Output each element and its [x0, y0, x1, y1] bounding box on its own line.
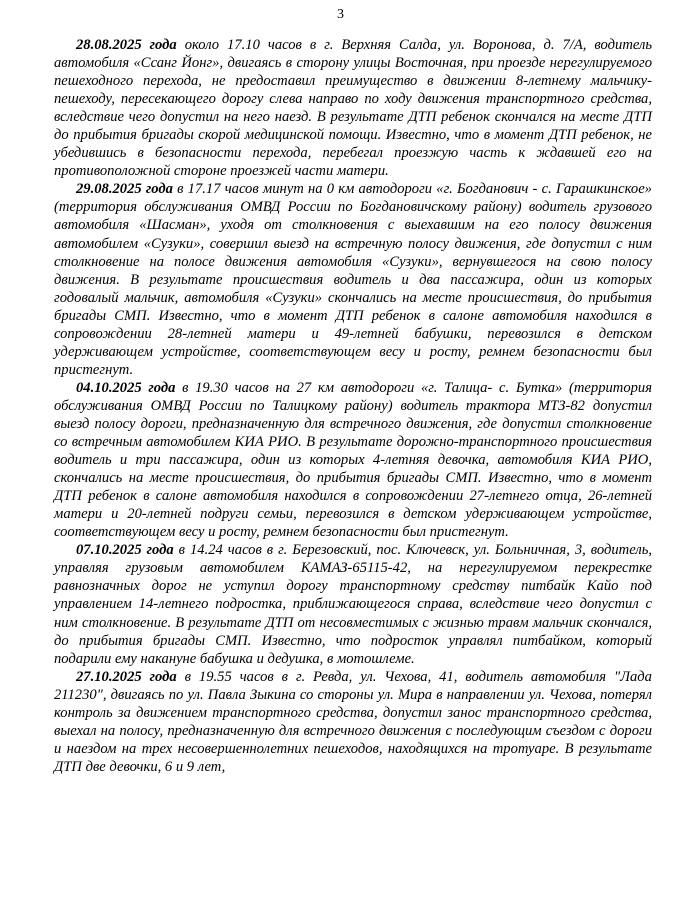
- incident-text: около 17.10 часов в г. Верхняя Салда, ул. Воронова, д. 7/А, водитель автомобиля «Ссанг Йонг», двигаясь в сторону улицы Восточная, при проезде нерегулируемого пешеходного перехода, не предоставил преимущество в движении 8-летнему мальчику-пешеходу, пересекающего дорогу слева направо по ходу движения транспортного средства, вследствие чего допустил на него наезд. В результате ДТП ребенок скончался на месте ДТП до прибытия бригады скорой медицинской помощи. Известно, что в момент ДТП ребенок, не убедившись в безопасности перехода, перебегал проезжую часть к ждавшей его на противоположной стороне проезжей части матери.: [54, 37, 652, 180]
- paragraph-incident-5: [54, 668, 652, 776]
- document-body: [54, 36, 652, 776]
- incident-text: в 19.30 часов на 27 км автодороги «г. Талица- с. Бутка» (территория обслуживания ОМВД России по Талицкому району) водитель трактора МТЗ-82 допустил выезд полосу дороги, предназначенную для встречного движения, где допустил столкновение со встречным автомобилем КИА РИО. В результате дорожно-транспортного происшествия водитель и три пассажира, один из которых 4-летняя девочка, автомобиля КИА РИО, скончались на месте происшествия, до прибытия бригады СМП. Известно, что в момент ДТП ребенок в салоне автомобиля находился в сопровождении 27-летнего отца, 26-летней матери и 20-летней подруги семьи, перевозился в детском удерживающем устройстве, соответствующем весу и росту, ремнем безопасности был пристегнут.: [54, 379, 652, 541]
- incident-date: 27.10.2025 года: [76, 668, 177, 685]
- incident-date: 07.10.2025 года: [76, 542, 174, 559]
- incident-date: 28.08.2025 года: [76, 37, 177, 53]
- paragraph-incident-4: [54, 541, 652, 667]
- page-number: 3: [337, 7, 344, 22]
- paragraph-incident-2: [54, 180, 652, 379]
- incident-text: в 17.17 часов минут на 0 км автодороги «г. Богданович - с. Гарашкинское» (территория обслуживания ОМВД России по Богдановичскому району) водитель грузового автомобиля «Шасман», уходя от столкновения с выехавшим на его полосу движения автомобилем «Сузуки», совершил выезд на встречную полосу движения, где допустил с ним столкновение на полосе движения автомобиля «Сузуки», вернувшегося на свою полосу движения. В результате происшествия водитель и два пассажира, один из которых годовалый мальчик, автомобиля «Сузуки» скончались на месте происшествия, до прибытия бригады СМП. Известно, что в момент ДТП ребенок в салоне автомобиля находился в сопровождении 28-летней матери и 49-летней бабушки, перевозился в детском удерживающем устройстве, соответствующем весу и росту, ремнем безопасности был пристегнут.: [54, 181, 652, 378]
- incident-text: в 19.55 часов в г. Ревда, ул. Чехова, 41, водитель автомобиля "Лада 211230", двигаясь по ул. Павла Зыкина со стороны ул. Мира в направлении ул. Чехова, потерял контроль за движением транспортного средства, допустил занос транспортного средства, выехал на полосу, предназначенную для встречного движения с последующим съездом с дороги и наездом на трех несовершеннолетних пешеходов, находящихся на тротуаре. В результате ДТП две девочки, 6 и 9 лет,: [54, 668, 652, 775]
- incident-date: 04.10.2025 года: [76, 379, 176, 396]
- paragraph-incident-1: [54, 36, 652, 180]
- paragraph-incident-3: [54, 379, 652, 541]
- incident-text: в 14.24 часов в г. Березовский, пос. Ключевск, ул. Больничная, 3, водитель, управляя грузовым автомобилем КАМАЗ-65115-42, на нерегулируемом перекрестке равнозначных дорог не уступил дорогу транспортному средству питбайк Кайо под управлением 14-летнего подростка, приближающегося справа, вследствие чего допустил с ним столкновение. В результате ДТП от несовместимых с жизнью травм мальчик скончался, до прибытия бригады СМП. Известно, что подросток управлял питбайком, который подарили ему накануне бабушка и дедушка, в мотошлеме.: [54, 542, 652, 667]
- incident-date: 29.08.2025 года: [76, 181, 173, 198]
